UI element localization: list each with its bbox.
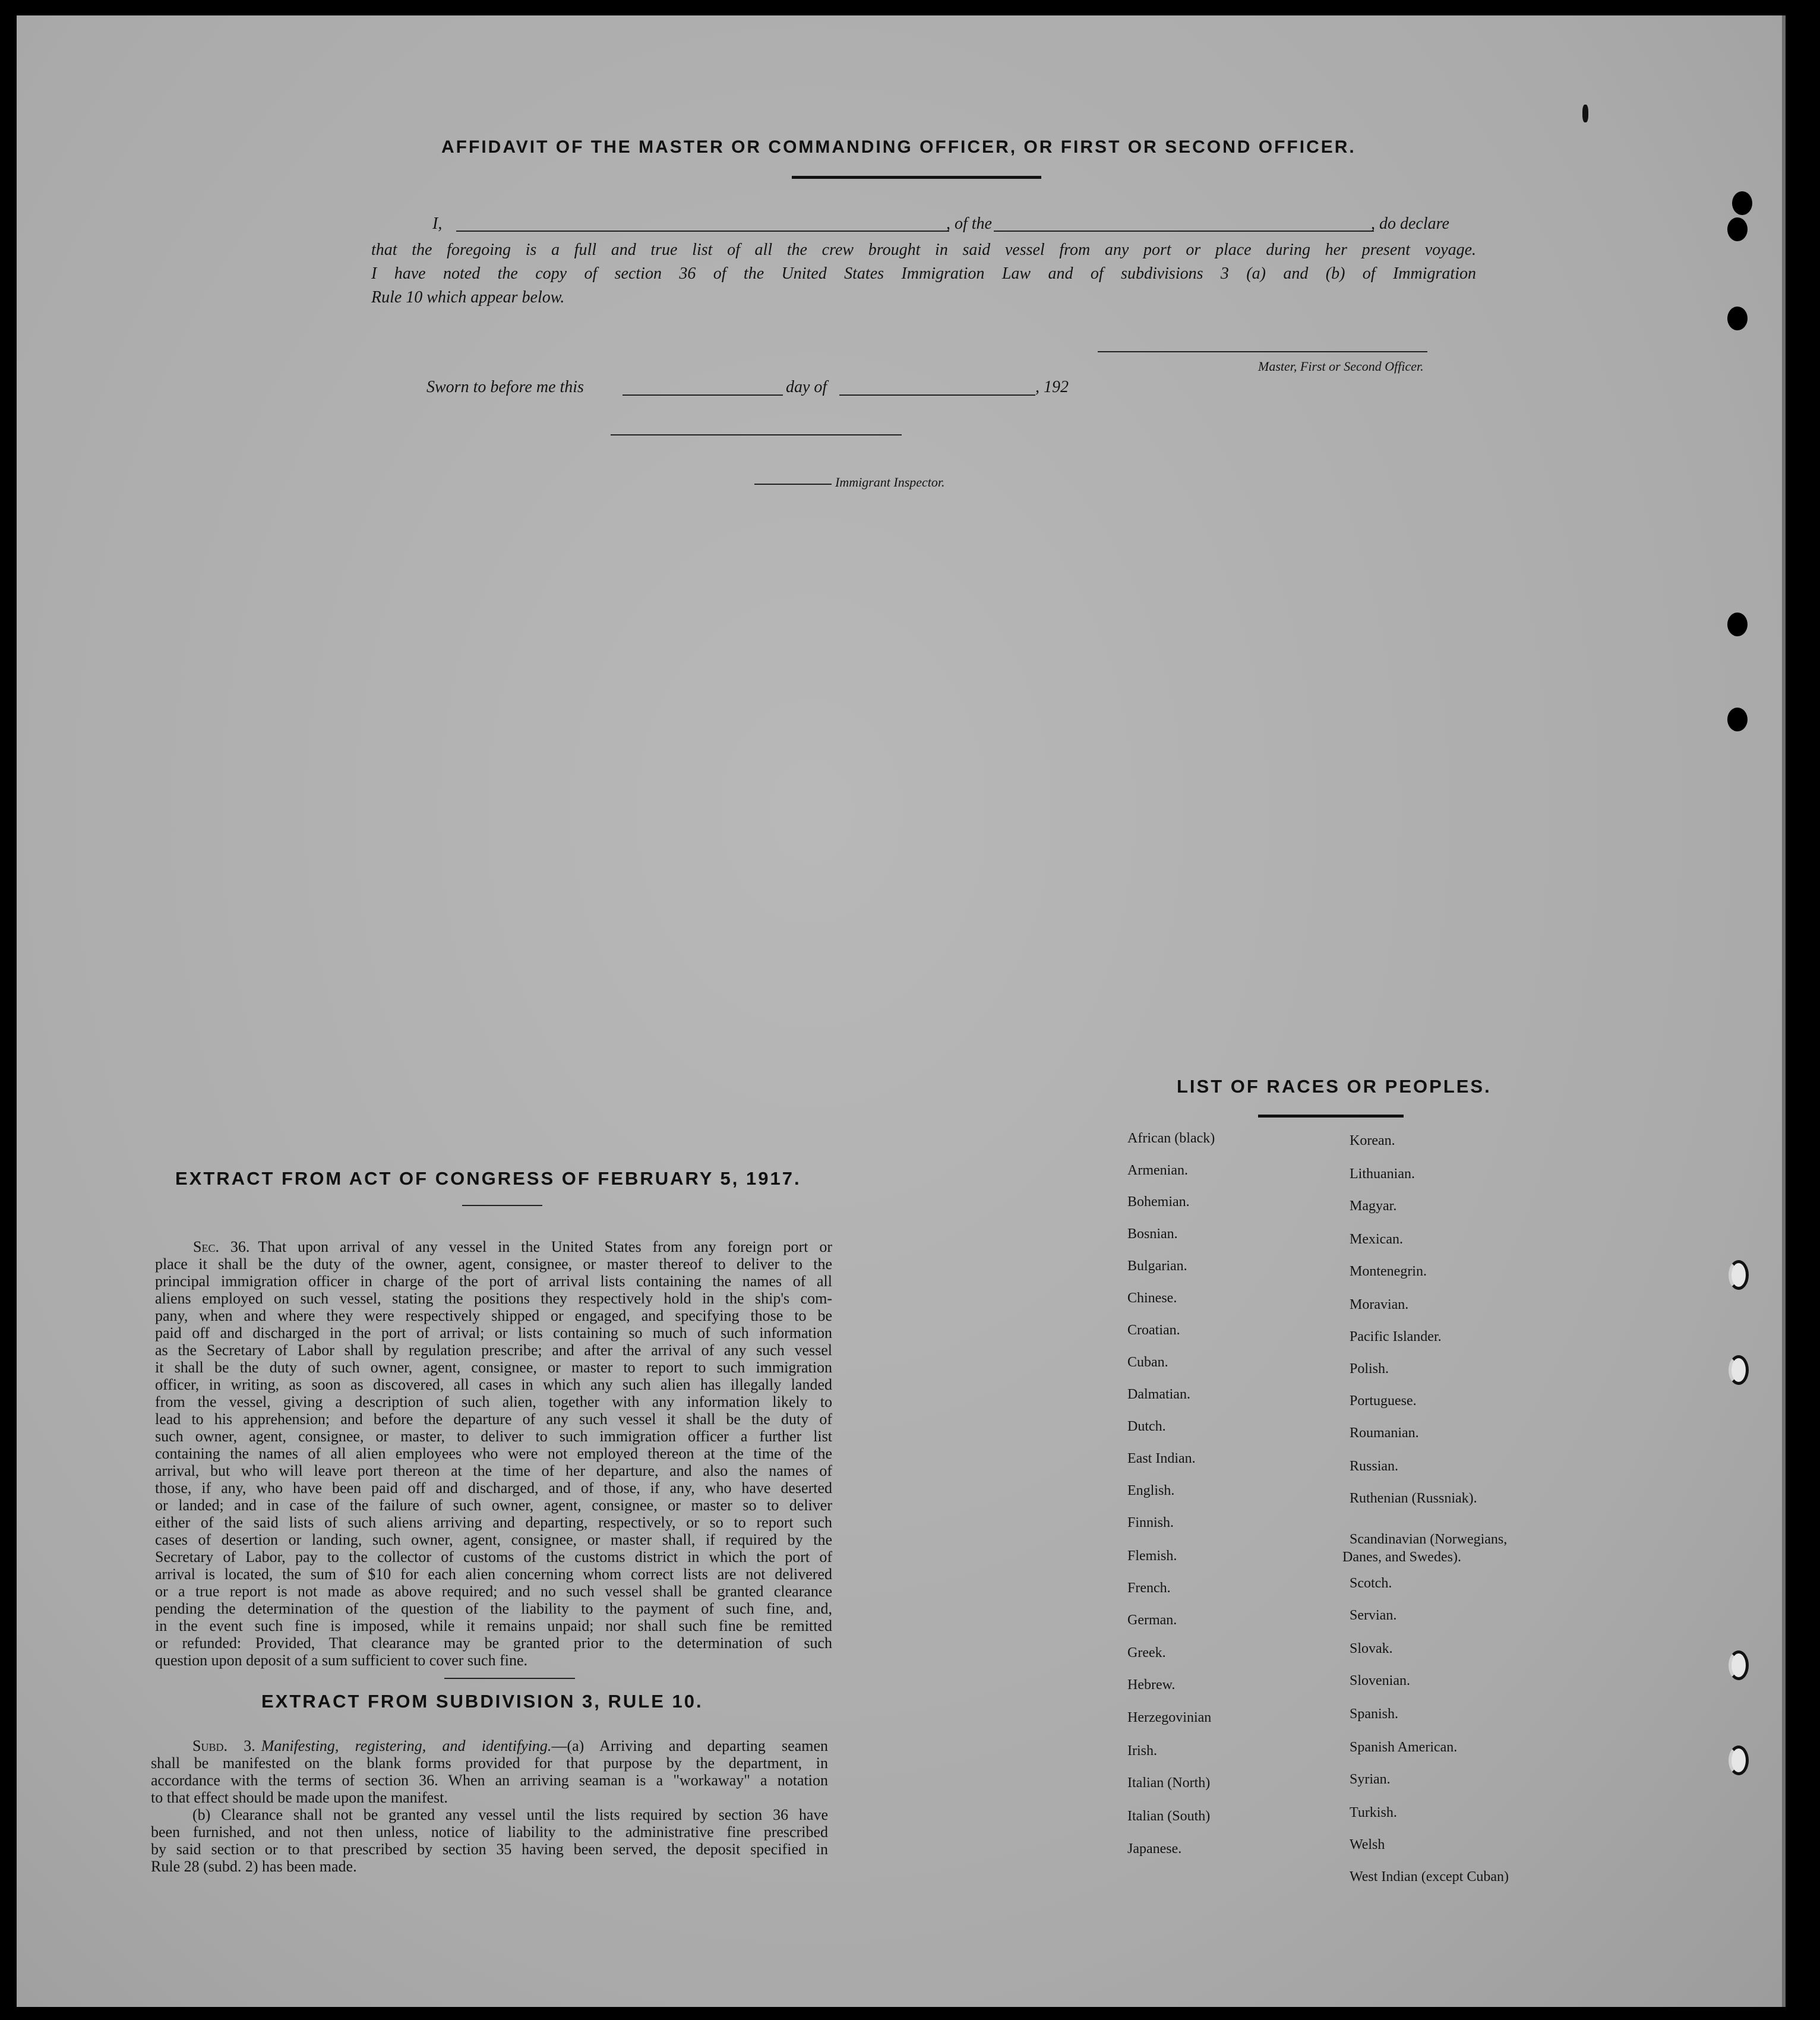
rule-line: to that effect should be made upon the manifest.	[151, 1789, 448, 1806]
race-item: Croatian.	[1127, 1323, 1180, 1338]
binder-hole	[1727, 217, 1748, 241]
race-item: Spanish American.	[1350, 1740, 1458, 1755]
extract-act-line: it shall be the duty of such owner, agent, consignee, or master to report to such immigration	[155, 1359, 832, 1376]
race-item: Bulgarian.	[1127, 1258, 1187, 1274]
declare-do-declare: , do declare	[1371, 214, 1449, 233]
extract-act-line: principal immigration officer in charge of the port of arrival lists containing the names of all	[155, 1273, 832, 1290]
inspector-label: Immigrant Inspector.	[835, 475, 945, 490]
binder-hole	[1727, 613, 1748, 636]
races-title-rule	[1258, 1115, 1404, 1118]
extract-act-line: or a true report is not made as above required; and no such vessel shall be granted clearance	[155, 1583, 832, 1600]
race-item: Korean.	[1350, 1133, 1395, 1148]
affidavit-title: AFFIDAVIT OF THE MASTER OR COMMANDING OFFICER, OR FIRST OR SECOND OFFICER.	[441, 137, 1356, 157]
race-item: Dutch.	[1127, 1419, 1166, 1434]
binder-hole	[1729, 1260, 1749, 1290]
extract-act-line: paid off and discharged in the port of arrival; or lists containing so much of such information	[155, 1324, 832, 1342]
affidavit-line-2: that the foregoing is a full and true list of all the crew brought in said vessel from any port or place during her present voyage.	[371, 241, 1476, 259]
rule-line: accordance with the terms of section 36. When an arriving seaman is a "workaway" a notation	[151, 1772, 828, 1789]
extract-act-body	[155, 1238, 832, 1669]
races-title: LIST OF RACES OR PEOPLES.	[1177, 1076, 1492, 1097]
extract-act-title: EXTRACT FROM ACT OF CONGRESS OF FEBRUARY 5, 1917.	[175, 1168, 801, 1189]
extract-rule-title: EXTRACT FROM SUBDIVISION 3, RULE 10.	[261, 1691, 703, 1712]
extract-act-line: those, if any, who have been paid off and discharged, and of those, if any, who have deserted	[155, 1479, 832, 1497]
extract-act-line: question upon deposit of a sum sufficient to cover such fine.	[155, 1652, 528, 1669]
declare-of-the: , of the	[946, 214, 992, 233]
rule-line: shall be manifested on the blank forms provided for that purpose by the department, in	[151, 1754, 828, 1772]
race-item: Mexican.	[1350, 1232, 1403, 1247]
binder-hole	[1727, 307, 1748, 330]
extract-act-line: place it shall be the duty of the owner, agent, consignee, or master thereof to deliver to the	[155, 1255, 832, 1273]
race-item: East Indian.	[1127, 1451, 1196, 1466]
affidavit-statement	[371, 238, 1476, 310]
race-item: Spanish.	[1350, 1706, 1399, 1722]
race-item: Finnish.	[1127, 1515, 1174, 1530]
race-item: Italian (South)	[1127, 1808, 1211, 1824]
race-item: Servian.	[1350, 1608, 1397, 1623]
race-item: Slovak.	[1350, 1641, 1393, 1656]
ink-mark	[1582, 105, 1588, 122]
master-signature-blank[interactable]	[1098, 351, 1427, 352]
extract-act-line: arrival is located, the sum of $10 for each alien concerning whom correct lists are not delivered	[155, 1566, 832, 1583]
race-item: Magyar.	[1350, 1198, 1397, 1214]
race-item: Herzegovinian	[1127, 1710, 1212, 1725]
race-scandinavian-cont: Danes, and Swedes).	[1342, 1549, 1461, 1565]
sec-label: Sec. 36.	[193, 1238, 250, 1255]
race-item: Hebrew.	[1127, 1677, 1176, 1693]
race-item: West Indian (except Cuban)	[1350, 1869, 1509, 1885]
extract-rule-body	[151, 1737, 828, 1875]
race-item: Irish.	[1127, 1743, 1157, 1759]
race-item: Moravian.	[1350, 1297, 1409, 1312]
binder-hole	[1732, 191, 1752, 215]
extract-act-rule	[462, 1205, 542, 1206]
extract-separator-rule	[444, 1678, 575, 1679]
extract-act-line: Secretary of Labor, pay to the collector of customs of the customs district in which the port of	[155, 1548, 832, 1566]
subd-label: Subd. 3.	[192, 1737, 255, 1754]
declare-line-i: I,	[432, 214, 443, 233]
name-blank[interactable]	[456, 231, 949, 232]
document-page	[17, 15, 1786, 2007]
extract-act-line: aliens employed on such vessel, stating the positions they respectively hold in the ship's com-	[155, 1290, 832, 1307]
race-item: Slovenian.	[1350, 1673, 1410, 1688]
race-item: Japanese.	[1127, 1841, 1182, 1857]
extract-act-line: from the vessel, giving a description of such alien, together with any information likely to	[155, 1393, 832, 1410]
extract-act-line: pany, when and where they were respectively shipped or engaged, and specifying those to be	[155, 1307, 832, 1324]
rule-line: Subd. 3. Manifesting, registering, and identifying.—(a) Arriving and departing seamen	[192, 1737, 828, 1754]
race-item: Montenegrin.	[1350, 1264, 1427, 1279]
extract-act-line: in the event such fine is imposed, while it remains unpaid; nor shall such fine be remitted	[155, 1617, 832, 1634]
extract-act-line: Sec. 36. That upon arrival of any vessel in the United States from any foreign port or	[193, 1238, 832, 1255]
extract-act-line: lead to his apprehension; and before the departure of any such vessel it shall be the duty of	[155, 1410, 832, 1428]
sworn-day-of: day of	[786, 378, 827, 396]
race-item: Polish.	[1350, 1361, 1389, 1377]
race-item: Cuban.	[1127, 1355, 1168, 1370]
rule-line: (b) Clearance shall not be granted any vessel until the lists required by section 36 have	[192, 1806, 828, 1823]
race-item: Italian (North)	[1127, 1775, 1211, 1791]
race-item: Ruthenian (Russniak).	[1350, 1491, 1477, 1506]
rule-line: by said section or to that prescribed by section 35 having been served, the deposit specified in	[151, 1841, 828, 1858]
extract-act-line: or landed; and in case of the failure of such owner, agent, consignee, or master so to deliver	[155, 1497, 832, 1514]
inspector-short-blank	[754, 484, 832, 485]
race-item: Russian.	[1350, 1459, 1399, 1474]
race-item: Flemish.	[1127, 1548, 1177, 1564]
race-item: German.	[1127, 1612, 1177, 1628]
race-item: Chinese.	[1127, 1290, 1177, 1306]
race-item: African (black)	[1127, 1131, 1215, 1146]
sworn-month-blank[interactable]	[839, 394, 1035, 396]
race-item: Bosnian.	[1127, 1226, 1178, 1242]
binder-hole	[1729, 1650, 1749, 1680]
sworn-prefix: Sworn to before me this	[426, 378, 584, 396]
rule-line: been furnished, and not then unless, notice of liability to the administrative fine prescribed	[151, 1823, 828, 1841]
affidavit-title-rule	[792, 176, 1041, 179]
sworn-day-blank[interactable]	[623, 394, 783, 396]
race-item: Portuguese.	[1350, 1393, 1417, 1409]
race-item: French.	[1127, 1580, 1171, 1596]
rule-line: Rule 28 (subd. 2) has been made.	[151, 1858, 357, 1875]
extract-act-line: as the Secretary of Labor shall by regulation prescribe; and after the arrival of any such vessel	[155, 1342, 832, 1359]
affidavit-line-4: Rule 10 which appear below.	[371, 288, 565, 307]
affidavit-line-3: I have noted the copy of section 36 of the United States Immigration Law and of subdivisions 3 (a) and (b) of Immigration	[371, 264, 1476, 283]
extract-act-line: arrival, but who will leave port thereon at the time of her departure, and also the names of	[155, 1462, 832, 1479]
extract-act-line: either of the said lists of such aliens arriving and departing, respectively, or so to report such	[155, 1514, 832, 1531]
extract-act-line: such owner, agent, consignee, or master, to deliver to such immigration officer a further list	[155, 1428, 832, 1445]
inspector-signature-blank[interactable]	[611, 434, 902, 435]
race-item: Turkish.	[1350, 1805, 1397, 1820]
race-item: Syrian.	[1350, 1772, 1391, 1787]
subd-heading: Manifesting, registering, and identifying.	[261, 1737, 552, 1754]
race-item: Lithuanian.	[1350, 1166, 1415, 1182]
extract-act-line: pending the determination of the question of the liability to the payment of such fine, and,	[155, 1600, 832, 1617]
extract-act-line: containing the names of all alien employees who were not employed thereon at the time of the	[155, 1445, 832, 1462]
race-item: Armenian.	[1127, 1163, 1188, 1178]
sworn-year: , 192	[1035, 378, 1069, 396]
race-item: Welsh	[1350, 1837, 1385, 1852]
master-label: Master, First or Second Officer.	[1258, 359, 1424, 374]
race-item: Roumanian.	[1350, 1425, 1419, 1441]
race-item: Greek.	[1127, 1645, 1166, 1661]
race-item: Scandinavian (Norwegians,	[1350, 1532, 1508, 1547]
binder-hole	[1729, 1355, 1749, 1385]
race-item: Dalmatian.	[1127, 1387, 1190, 1402]
extract-act-line: cases of desertion or landing, such owner, agent, consignee, or master shall, if required by the	[155, 1531, 832, 1548]
race-item: Pacific Islander.	[1350, 1329, 1442, 1344]
race-item: Scotch.	[1350, 1576, 1392, 1591]
extract-act-line: officer, in writing, as soon as discovered, all cases in which any such alien has illegally landed	[155, 1376, 832, 1393]
race-item: English.	[1127, 1483, 1175, 1498]
extract-act-line: or refunded: Provided, That clearance may be granted prior to the determination of such	[155, 1634, 832, 1652]
binder-hole	[1729, 1746, 1749, 1775]
binder-hole	[1727, 708, 1748, 731]
race-item: Bohemian.	[1127, 1194, 1190, 1210]
vessel-blank[interactable]	[994, 231, 1374, 232]
